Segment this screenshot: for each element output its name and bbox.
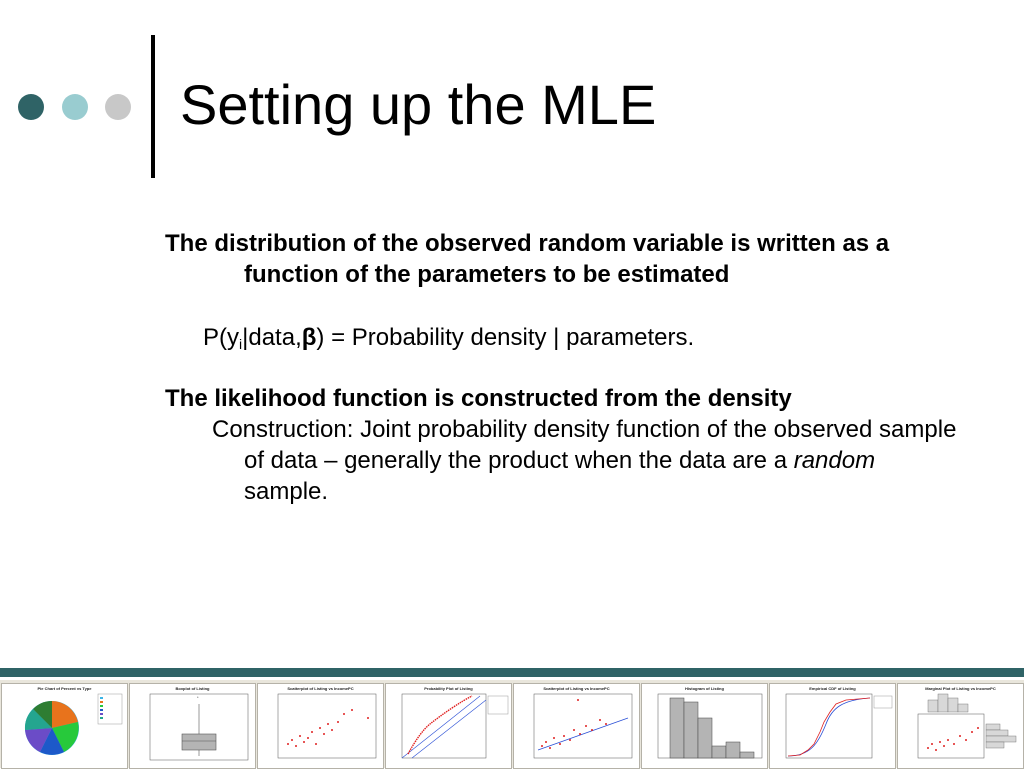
thumbnail-title: Histogram of Listing [685, 686, 724, 691]
empirical-cdf-icon [770, 684, 895, 768]
bullet-likelihood: The likelihood function is constructed from the density [165, 385, 792, 412]
thumbnail-pie-chart [1, 683, 128, 769]
construction-text: Construction: Joint probability density function of the observed sample of data – generally the product when the data are a [212, 416, 957, 474]
bullet-distribution: The distribution of the observed random variable is written as a function of the parameters to be estimated [165, 230, 890, 288]
thumbnail-scatterplot-fit [513, 683, 640, 769]
construction-end: sample. [244, 478, 329, 505]
thumbnail-histogram [641, 683, 768, 769]
pie-chart-icon [2, 684, 127, 768]
thumbnail-scatterplot [257, 683, 384, 769]
thumbnail-title: Marginal Plot of Listing vs IncomePC [925, 686, 996, 691]
scatterplot-fit-icon [514, 684, 639, 768]
scatterplot-icon [258, 684, 383, 768]
thumbnail-title: Scatterplot of Listing vs IncomePC [287, 686, 354, 691]
formula-suffix: ) = Probability density | parameters. [316, 324, 695, 351]
thumbnail-probability-plot [385, 683, 512, 769]
thumbnail-empirical-cdf [769, 683, 896, 769]
decor-dot-teal [62, 94, 88, 120]
thumbnail-title: Empirical CDF of Listing [809, 686, 856, 691]
formula-mid: |data, [242, 324, 302, 351]
slide-title: Setting up the MLE [180, 73, 657, 136]
formula-prefix: P(y [203, 324, 239, 351]
decor-dot-dark [18, 94, 44, 120]
likelihood-formula [165, 322, 965, 353]
thumbnail-title: Scatterplot of Listing vs IncomePC [543, 686, 610, 691]
construction-italic: random [793, 447, 876, 474]
thumbnail-title: Boxplot of Listing [175, 686, 210, 691]
sub-bullet-construction [165, 414, 965, 507]
slide-body [165, 228, 965, 507]
thumbnail-marginal-plot [897, 683, 1024, 769]
probability-plot-icon [386, 684, 511, 768]
boxplot-icon [130, 684, 255, 768]
formula-subscript: i [239, 336, 243, 352]
thumbnail-title: Pie Chart of Percent vs Type [37, 686, 92, 691]
thumbnail-title: Probability Plot of Listing [424, 686, 473, 691]
marginal-plot-icon [898, 684, 1023, 768]
histogram-icon [642, 684, 767, 768]
decor-dot-gray [105, 94, 131, 120]
thumbnail-boxplot [129, 683, 256, 769]
svg-text:*: * [197, 695, 199, 700]
footer-band [0, 668, 1024, 677]
title-divider [151, 35, 155, 178]
formula-beta: β [301, 324, 317, 351]
